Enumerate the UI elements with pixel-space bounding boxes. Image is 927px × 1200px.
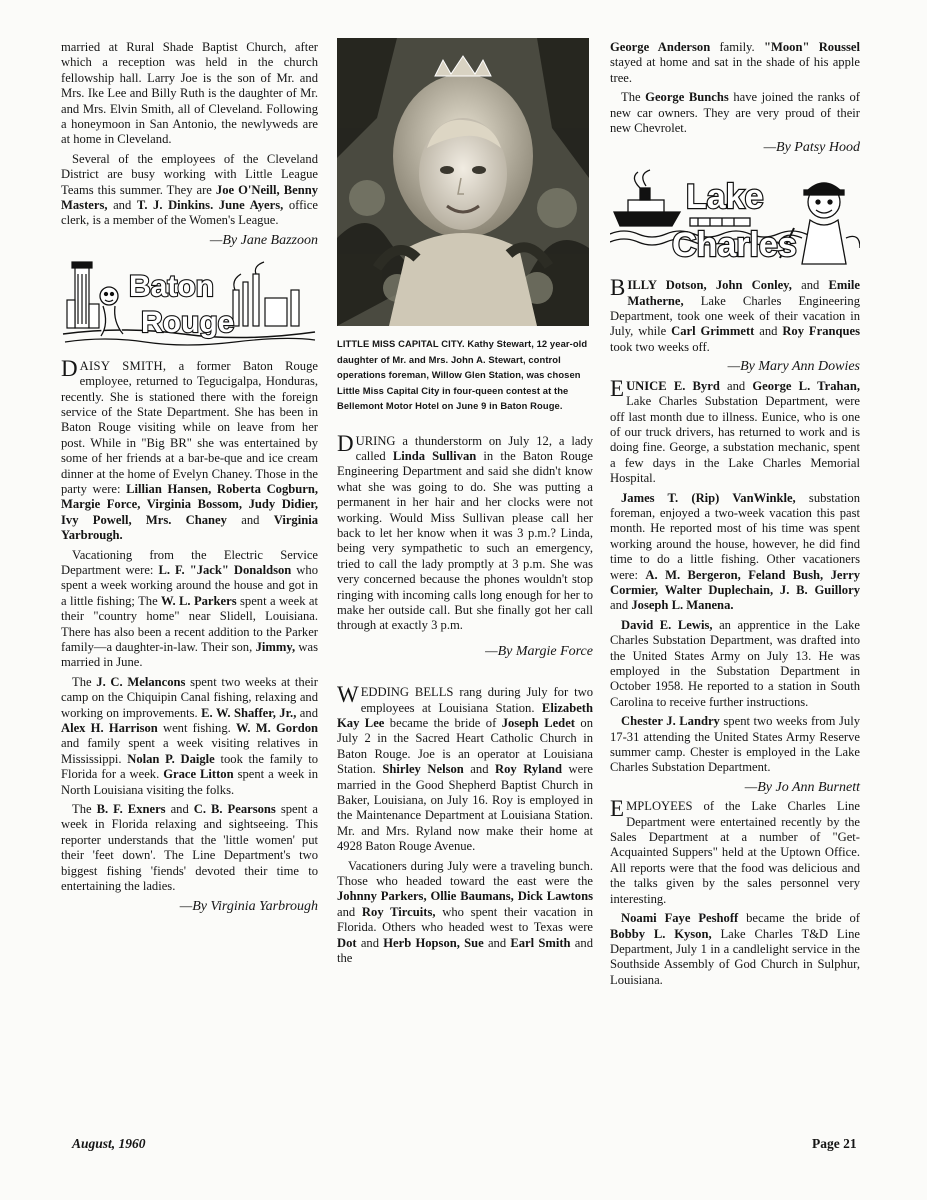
paragraph: George Anderson family. "Moon" Roussel stayed at home and sat in the shade of his apple tree. <box>610 40 860 85</box>
column-left <box>61 40 318 926</box>
paragraph: David E. Lewis, an apprentice in the Lake Charles Substation Department, was drafted into the United States Army on July 13. He was employed in the Substation Department in October 1958. He reported to a station in South Carolina to receive further instructions. <box>610 617 860 709</box>
paragraph: The J. C. Melancons spent two weeks at their camp on the Chiquipin Canal fishing, relaxing and working on improvements. E. W. Shaffer, Jr., and Alex H. Harrison went fishing. W. M. Gordon and family spent a week visiting relatives in Mississippi. Nolan P. Daigle took the family to Florida for a week. Grace Litton spent a week in North Louisiana visiting the folks. <box>61 674 318 797</box>
paragraph: Several of the employees of the Cleveland District are busy working with Little League Teams this summer. They are Joe O'Neill, Benny Masters, and T. J. Dinkins. June Ayers, office clerk, is a member of the Women's League. <box>61 151 318 228</box>
baton-rouge-logo <box>61 260 318 352</box>
column-right <box>610 40 860 992</box>
byline: —By Mary Ann Dowies <box>727 359 860 375</box>
paragraph: WEDDING BELLS rang during July for two employees at Louisiana Station. Elizabeth Kay Lee became the bride of Joseph Ledet on July 2 in the Sacred Heart Catholic Church in Baton Rouge. Joe is an operator at Louisiana Station. Shirley Nelson and Roy Ryland were married in the Good Shepherd Baptist Church in Baker, Louisiana, on July 16. Roy is employed in the Maintenance Department at Louisiana Station. Mr. and Mrs. Ryland now make their home at 4928 Baton Rouge Avenue. <box>337 682 594 854</box>
issue-date: August, 1960 <box>72 1136 146 1151</box>
paragraph: EMPLOYEES of the Lake Charles Line Department were entertained recently by the Sales Department at a number of "Get-Acquainted Suppers" held at the Uptown Office. All reports were that the food was delicious and the talks given by the sales personnel very interesting. <box>610 796 860 906</box>
paragraph: DURING a thunderstorm on July 12, a lady called Linda Sullivan in the Baton Rouge Engineering Department and said she didn't know what she was going to do. She was putting a permanent in her hair and her clocks were not working. Would Miss Sullivan please call her back to let her know when it was 3 p.m.? Linda, being very sympathetic to such an emergency, tried to call the lady promptly at 3 p.m. She was very concerned because the phones wouldn't stop ringing with incoming calls long enough for her to make her outside call. But she finally got her call through at exactly 3 p.m. <box>337 430 593 633</box>
paragraph: married at Rural Shade Baptist Church, after which a reception was held in the church fellowship hall. Larry Joe is the son of Mr. and Mrs. Ike Lee and Billy Ruth is the daughter of Mr. and Mrs. Elvin Smith, all of Cleveland. Following a honeymoon in San Antonio, the newlyweds are at home in Cleveland. <box>61 40 318 147</box>
byline: —By Margie Force <box>485 643 593 659</box>
paragraph: Noami Faye Peshoff became the bride of Bobby L. Kyson, Lake Charles T&D Line Department, July 1 in a candlelight service in the Southside Assembly of God Church in Sulphur, Louisiana. <box>610 911 860 987</box>
column-middle <box>337 40 593 971</box>
logo-text-charles: Charles <box>672 225 797 264</box>
paragraph: Vacationing from the Electric Service Department were: L. F. "Jack" Donaldson who spent a week working around the house and got in a little fishing; The W. L. Parkers spent a week at their "country home" near Slidell, Louisiana. There has also been a recent addition to the Parker family—a daughter-in-law. Their son, Jimmy, was married in June. <box>61 547 319 670</box>
photo-caption: LITTLE MISS CAPITAL CITY. Kathy Stewart, 12 year-old daughter of Mr. and Mrs. John A. Stewart, control operations foreman, Willow Glen Station, was chosen Little Miss Capital City in four-queen contest at the Bellemont Motor Hotel on June 9 in Baton Rouge. <box>337 338 588 411</box>
byline: —By Jane Bazzoon <box>209 232 318 248</box>
logo-text-baton: Baton <box>129 270 214 304</box>
byline: —By Virginia Yarbrough <box>179 898 318 914</box>
lake-charles-logo <box>610 168 860 272</box>
paragraph: Chester J. Landry spent two weeks from July 17-31 attending the United States Army Reserve summer camp. Chester is employed in the Lake Charles Substation Department. <box>610 714 860 775</box>
byline: —By Patsy Hood <box>763 140 860 156</box>
paragraph: BILLY Dotson, John Conley, and Emile Matherne, Lake Charles Engineering Department, took one week of their vacation in July, while Carl Grimmett and Roy Franques took two weeks off. <box>610 275 861 354</box>
portrait-photo <box>337 38 589 326</box>
paragraph: DAISY SMITH, a former Baton Rouge employee, returned to Tegucigalpa, Honduras, recently. She is stationed there with the foreign service of the State Department. She has been in Baton Rouge visiting while on leave from her post. While in "Big BR" she was entertained by some of her friends at a bar-be-que and ice cream dinner at the home of Evelyn Chaney. Those in the party were: Lillian Hansen, Roberta Cogburn, Margie Force, Virginia Bossom, Judy Didier, Ivy Powell, Mrs. Chaney and Virginia Yarbrough. <box>61 355 319 543</box>
paragraph: EUNICE E. Byrd and George L. Trahan, Lake Charles Substation Department, were off last month due to illness. Eunice, who is one of our truck drivers, has returned to work and is doing fine. George, a substation mechanic, spent a few days in the Lake Charles Memorial Hospital. <box>610 375 860 486</box>
byline: —By Jo Ann Burnett <box>744 779 860 795</box>
logo-text-lake: Lake <box>686 177 764 216</box>
paragraph: James T. (Rip) VanWinkle, substation foreman, enjoyed a two-week vacation this past month. He reported most of his time was spent working around the house, however, he did find time to do a little fishing. Other vacationers were: A. M. Bergeron, Feland Bush, Jerry Cormier, Walter Duplechain, J. B. Guillory and Joseph L. Manena. <box>610 490 860 613</box>
paragraph: The George Bunchs have joined the ranks of new car owners. They are very proud of their new Chevrolet. <box>610 90 860 136</box>
paragraph: The B. F. Exners and C. B. Pearsons spent a week in Florida relaxing and sightseeing. This reporter understands that the 'little women' put their 'feet down'. The Line Department's two biggest fishing 'fiends' devoted their time to entertaining the ladies. <box>61 802 318 894</box>
paragraph: Vacationers during July were a traveling bunch. Those who headed toward the east were the Johnny Parkers, Ollie Baumans, Dick Lawtons and Roy Tircuits, who spent their vacation in Florida. Others who headed west to Texas were Dot and Herb Hopson, Sue and Earl Smith and the <box>337 858 593 966</box>
logo-text-rouge: Rouge <box>141 306 235 340</box>
page-number: Page 21 <box>812 1136 857 1151</box>
